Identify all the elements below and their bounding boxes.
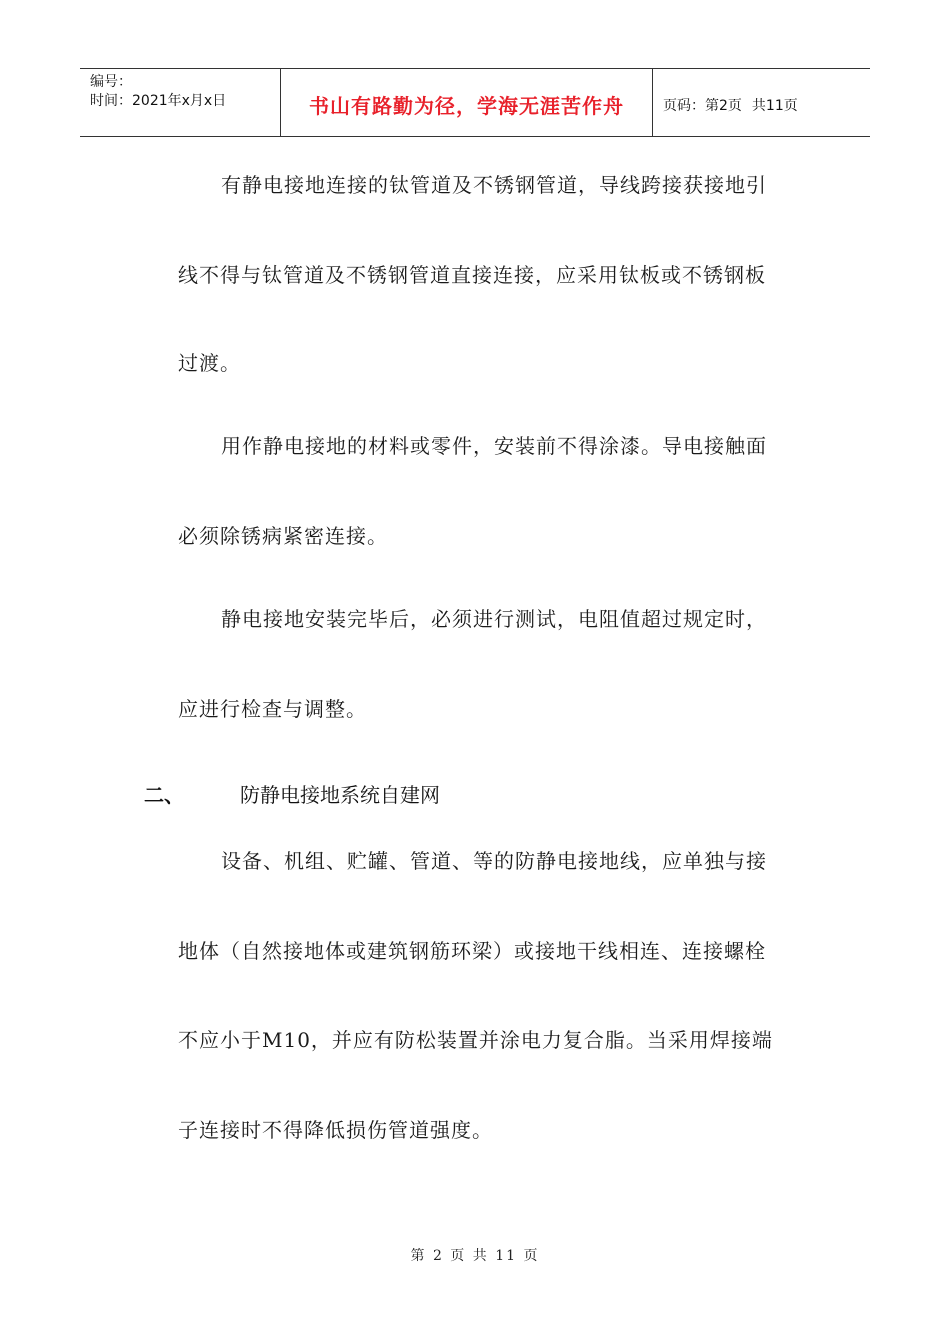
paragraph-line: 过渡。 (178, 351, 241, 375)
section-title: 防静电接地系统自建网 (240, 783, 440, 807)
page-header (80, 68, 870, 137)
paragraph-line: 必须除锈病紧密连接。 (178, 524, 388, 548)
paragraph-line: 设备、机组、贮罐、管道、等的防静电接地线，应单独与接 (221, 849, 767, 873)
paragraph-line: 线不得与钛管道及不锈钢管道直接连接，应采用钛板或不锈钢板 (178, 263, 766, 287)
paragraph-line: 不应小于M10，并应有防松装置并涂电力复合脂。当采用焊接端 (178, 1028, 773, 1052)
page-number-label: 页码：第2页 (663, 97, 742, 114)
header-page-info (653, 69, 870, 136)
paragraph-line: 有静电接地连接的钛管道及不锈钢管道，导线跨接获接地引 (221, 173, 767, 197)
paragraph-line: 用作静电接地的材料或零件，安装前不得涂漆。导电接触面 (221, 434, 767, 458)
paragraph-line: 子连接时不得降低损伤管道强度。 (178, 1118, 493, 1142)
serial-label: 编号： (90, 74, 132, 90)
paragraph-line: 应进行检查与调整。 (178, 697, 367, 721)
page-total-label: 共11页 (751, 97, 798, 114)
section-number: 二、 (144, 783, 184, 807)
header-motto: 书山有路勤为径，学海无涯苦作舟 (309, 94, 624, 118)
paragraph-line: 地体（自然接地体或建筑钢筋环梁）或接地干线相连、连接螺栓 (178, 939, 766, 963)
paragraph-line: 静电接地安装完毕后，必须进行测试，电阻值超过规定时， (221, 607, 767, 631)
date-label: 时间：2021年x月x日 (90, 93, 227, 109)
section-heading (144, 779, 440, 808)
header-meta (80, 69, 281, 136)
page-footer: 第 2 页 共 11 页 (410, 1248, 540, 1264)
header-motto-cell (281, 69, 653, 136)
